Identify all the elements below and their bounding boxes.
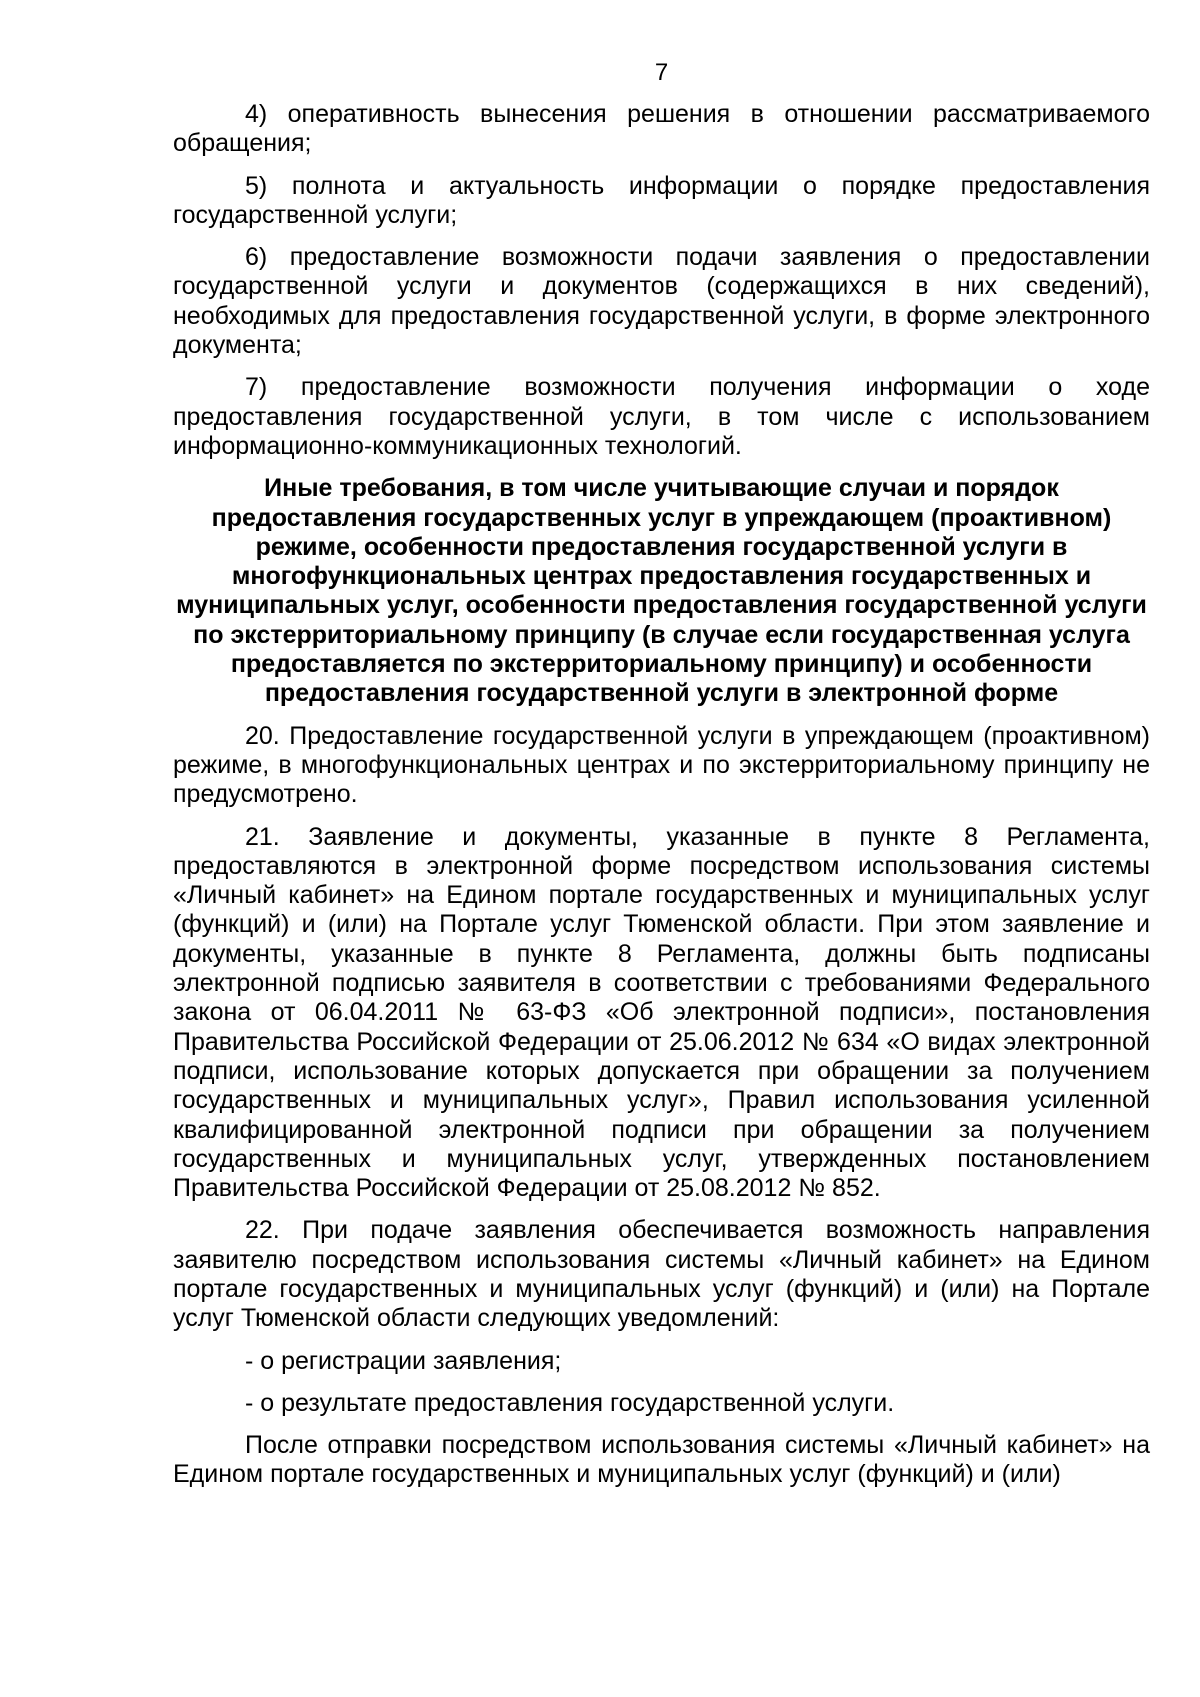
paragraph-item-7: 7) предоставление возможности получения информации о ходе предоставления государственной услуги, в том числе с использованием информационно-коммуникационных технологий.	[173, 373, 1150, 460]
paragraph-last: После отправки посредством использования системы «Личный кабинет» на Едином портале государственных и муниципальных услуг (функций) и (или)	[173, 1431, 1150, 1489]
section-heading: Иные требования, в том числе учитывающие случаи и порядок предоставления государственных услуг в упреждающем (проактивном) режиме, особенности предоставления государственной услуги в многофункциональных центрах предоставления государственных и муниципальных услуг, особенности предоставления государственной услуги по экстерриториальному принципу (в случае если государственная услуга предоставляется по экстерриториальному принципу) и особенности предоставления государственной услуги в электронной форме	[176, 474, 1147, 708]
paragraph-clause-22: 22. При подаче заявления обеспечивается возможность направления заявителю посредством использования системы «Личный кабинет» на Едином портале государственных и муниципальных услуг (функций) и (или) на Портале услуг Тюменской области следующих уведомлений:	[173, 1216, 1150, 1333]
paragraph-item-6: 6) предоставление возможности подачи заявления о предоставлении государственной услуги и документов (содержащихся в них сведений), необходимых для предоставления государственной услуги, в форме электронного документа;	[173, 243, 1150, 360]
paragraph-item-4: 4) оперативность вынесения решения в отношении рассматриваемого обращения;	[173, 100, 1150, 158]
page-number: 7	[654, 59, 669, 86]
paragraph-clause-21: 21. Заявление и документы, указанные в пункте 8 Регламента, предоставляются в электронной форме посредством использования системы «Личный кабинет» на Едином портале государственных и муниципальных услуг (функций) и (или) на Портале услуг Тюменской области. При этом заявление и документы, указанные в пункте 8 Регламента, должны быть подписаны электронной подписью заявителя в соответствии с требованиями Федерального закона от 06.04.2011 № 63-ФЗ «Об электронной подписи», постановления Правительства Российской Федерации от 25.06.2012 № 634 «О видах электронной подписи, использование которых допускается при обращении за получением государственных и муниципальных услуг», Правил использования усиленной квалифицированной электронной подписи при обращении за получением государственных и муниципальных услуг, утвержденных постановлением Правительства Российской Федерации от 25.08.2012 № 852.	[173, 822, 1150, 1203]
list-item-result: - о результате предоставления государственной услуги.	[245, 1388, 895, 1417]
paragraph-item-5: 5) полнота и актуальность информации о порядке предоставления государственной услуги;	[173, 171, 1150, 229]
list-item-registration: - о регистрации заявления;	[245, 1346, 562, 1375]
paragraph-clause-20: 20. Предоставление государственной услуги в упреждающем (проактивном) режиме, в многофункциональных центрах и по экстерриториальному принципу не предусмотрено.	[173, 721, 1150, 809]
